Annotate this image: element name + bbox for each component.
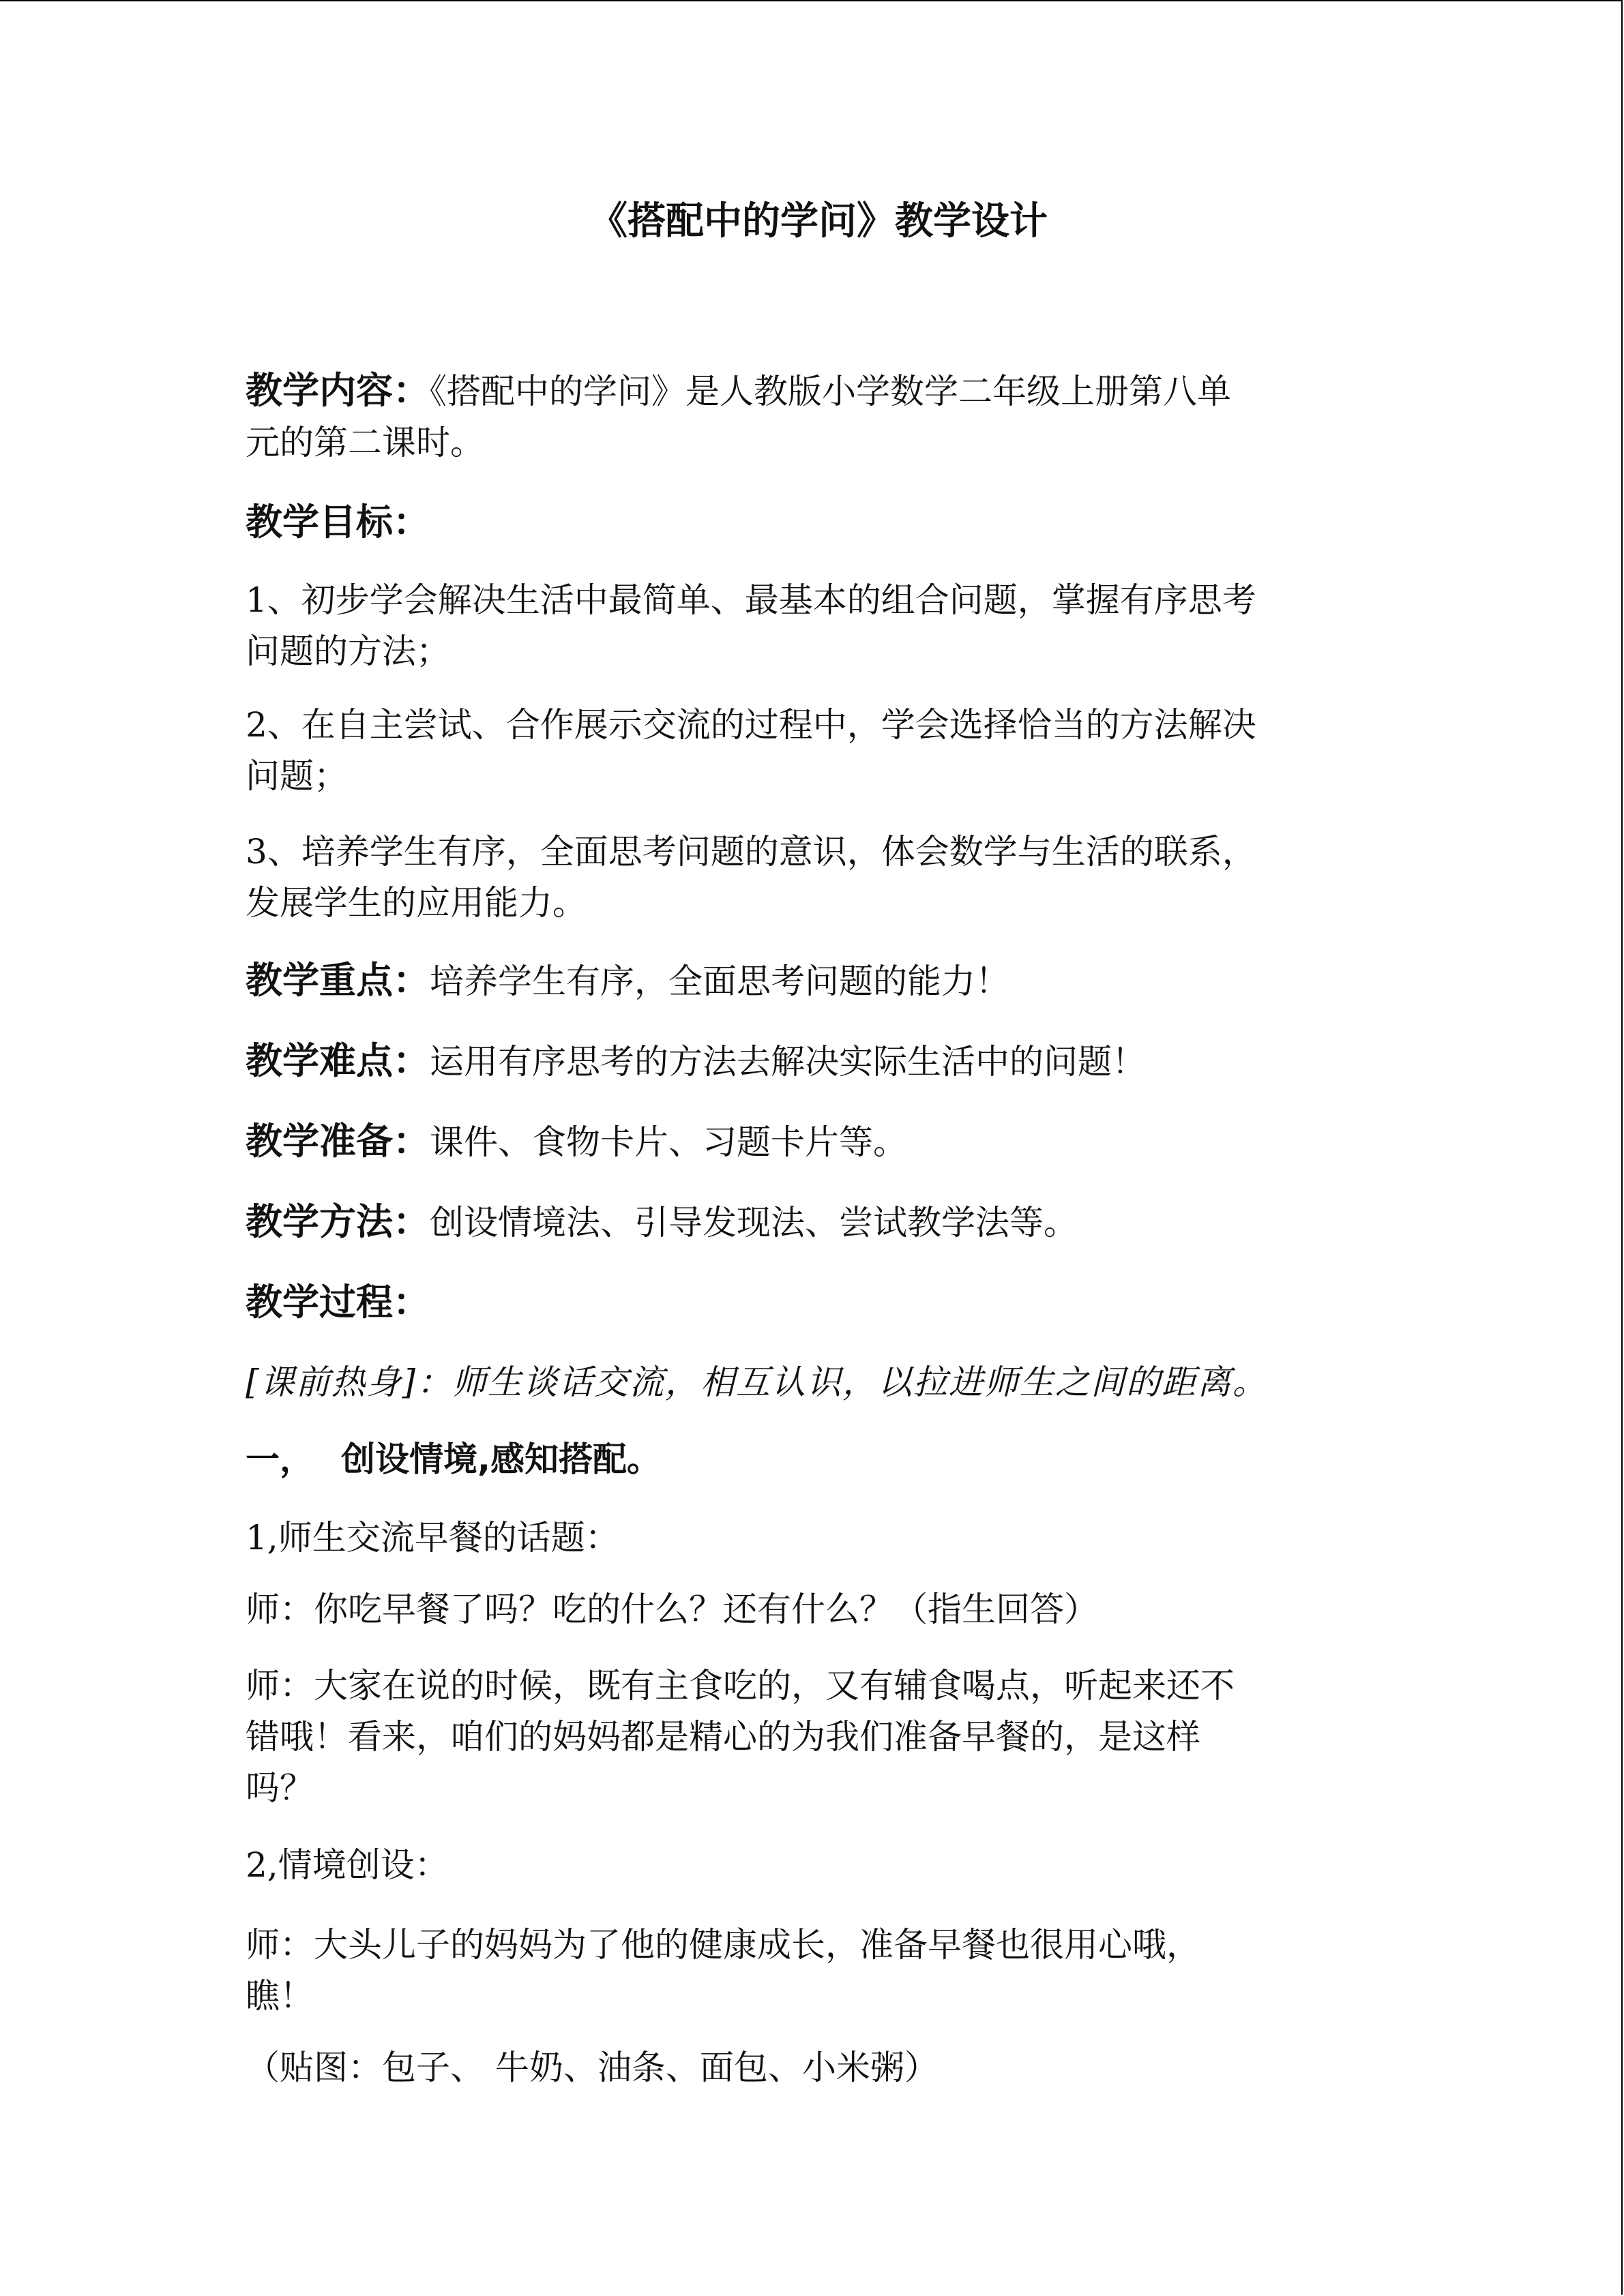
key-point-text: 培养学生有序，全面思考问题的能力！ <box>430 961 1009 1001</box>
teacher-statement-2: 师：大家在说的时候，既有主食吃的，又有辅食喝点，听起来还不 错哦！看来，咱们的妈妈都是精心的为我们准备早餐的，是这样 吗？ <box>246 1666 1235 1808</box>
method-label: 教学方法： <box>246 1200 430 1243</box>
process-heading: 教学过程： <box>246 1281 430 1324</box>
teaching-content-text-2: 元的第二课时。 <box>246 423 484 462</box>
teaching-content-label: 教学内容： <box>246 369 430 412</box>
preparation <box>246 1116 1391 1168</box>
picture-note: （贴图：包子、 牛奶、油条、面包、小米粥） <box>246 2048 939 2087</box>
preparation-label: 教学准备： <box>246 1120 430 1163</box>
section-1-text: 创设情境,感知搭配。 <box>341 1440 661 1479</box>
step-2: 2,情境创设： <box>246 1845 449 1885</box>
goal-item-2: 2、在自主尝试、合作展示交流的过程中，学会选择恰当的方法解决 问题； <box>246 705 1256 796</box>
key-point-label: 教学重点： <box>246 959 430 1002</box>
teacher-question-1: 师：你吃早餐了吗？吃的什么？还有什么？（指生回答） <box>246 1590 1098 1629</box>
warmup-text: [课前热身]：师生谈话交流，相互认识，以拉进师生之间的距离。 <box>246 1362 1269 1402</box>
method-text: 创设情境法、引导发现法、尝试教学法等。 <box>430 1203 1078 1242</box>
teaching-goals-heading: 教学目标： <box>246 501 430 543</box>
teacher-statement-3: 师：大头儿子的妈妈为了他的健康成长，准备早餐也很用心哦， 瞧！ <box>246 1925 1200 2016</box>
step-1: 1,师生交流早餐的话题： <box>246 1518 619 1557</box>
difficulty-label: 教学难点： <box>246 1039 430 1082</box>
preparation-text: 课件、食物卡片、习题卡片等。 <box>430 1122 907 1162</box>
teaching-content-text-1: 《搭配中的学问》是人教版小学数学二年级上册第八单 <box>430 372 1231 411</box>
goal-item-3: 3、培养学生有序，全面思考问题的意识，体会数学与生活的联系， 发展学生的应用能力。 <box>246 832 1256 923</box>
teaching-content <box>246 365 1391 468</box>
difficulty <box>246 1035 1391 1088</box>
method <box>246 1196 1391 1249</box>
goal-item-1: 1、初步学会解决生活中最简单、最基本的组合问题，掌握有序思考 问题的方法； <box>246 580 1256 671</box>
section-1-title <box>246 1434 1391 1485</box>
key-point <box>246 955 1391 1007</box>
difficulty-text: 运用有序思考的方法去解决实际生活中的问题！ <box>430 1042 1146 1082</box>
section-1-number: 一， <box>246 1440 314 1479</box>
document-title: 《搭配中的学问》教学设计 <box>589 199 1048 243</box>
